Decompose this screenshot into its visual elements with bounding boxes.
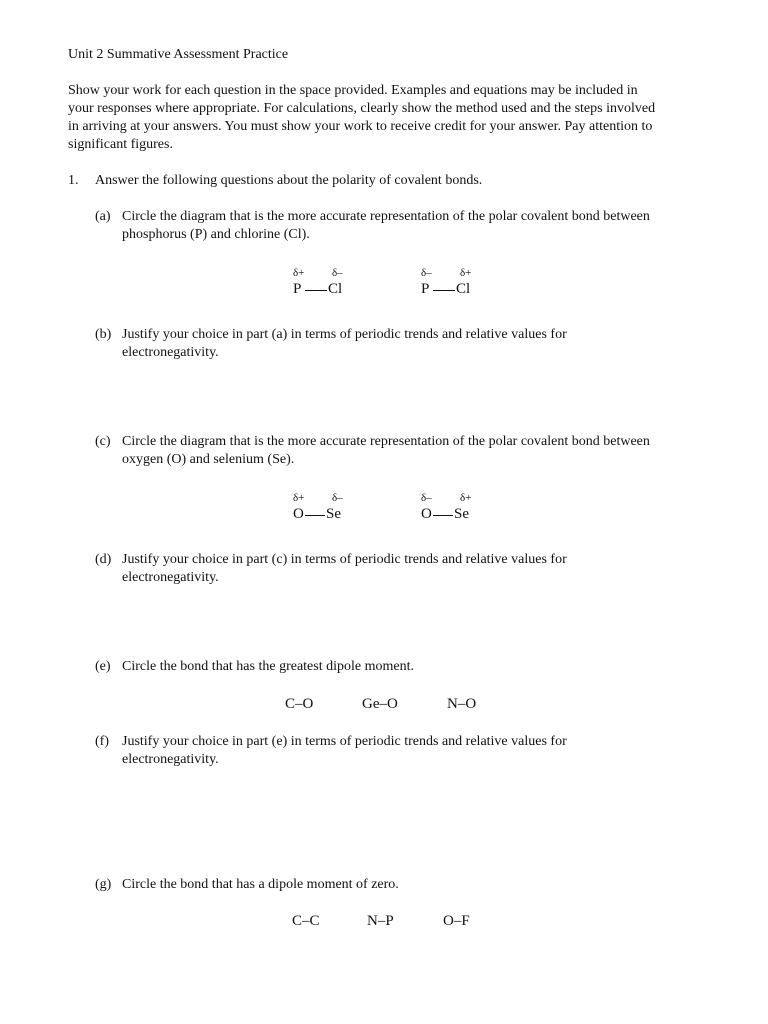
part-text-line: Circle the diagram that is the more accurate representation of the polar covalent bond between: [122, 209, 650, 224]
instructions: [68, 82, 708, 154]
atom-symbol: O: [293, 506, 304, 522]
bond-choice-o-f[interactable]: O–F: [443, 913, 470, 929]
part-label: (c): [95, 434, 111, 449]
bond-diagram-p-cl-option-2[interactable]: [421, 267, 491, 301]
bond-diagram-p-cl-option-1[interactable]: [293, 267, 363, 301]
bond-line: [433, 515, 453, 516]
atom-symbol: Cl: [456, 281, 471, 297]
bond-choice-c-c[interactable]: C–C: [292, 913, 320, 929]
part-text-line: Justify your choice in part (e) in terms of periodic trends and relative values for: [122, 734, 567, 749]
part-label: (b): [95, 327, 112, 342]
part-text-line: electronegativity.: [122, 752, 219, 767]
bond-line: [305, 515, 325, 516]
question-text: Answer the following questions about the polarity of covalent bonds.: [95, 173, 483, 188]
bond-choice-ge-o[interactable]: Ge–O: [362, 696, 398, 712]
part-text-line: oxygen (O) and selenium (Se).: [122, 452, 295, 467]
part-text-line: Circle the diagram that is the more accurate representation of the polar covalent bond between: [122, 434, 650, 449]
partial-charge: δ–: [332, 492, 343, 504]
bond-choice-n-o[interactable]: N–O: [447, 696, 477, 712]
part-label: (a): [95, 209, 111, 224]
part-text-line: Justify your choice in part (a) in terms of periodic trends and relative values for: [122, 327, 567, 342]
partial-charge: δ+: [460, 267, 472, 279]
part-text-line: Circle the bond that has the greatest dipole moment.: [122, 659, 414, 674]
part-label: (e): [95, 659, 111, 674]
partial-charge: δ+: [293, 492, 305, 504]
partial-charge: δ+: [460, 492, 472, 504]
part-text-line: electronegativity.: [122, 570, 219, 585]
part-text-line: electronegativity.: [122, 345, 219, 360]
atom-symbol: Se: [326, 506, 341, 522]
bond-diagram-o-se-option-2[interactable]: [421, 492, 491, 526]
partial-charge: δ–: [421, 492, 432, 504]
atom-symbol: P: [421, 281, 430, 297]
bond-diagram-o-se-option-1[interactable]: [293, 492, 363, 526]
part-text-line: Justify your choice in part (c) in terms of periodic trends and relative values for: [122, 552, 567, 567]
instructions-line: your responses where appropriate. For calculations, clearly show the method used and the steps involved: [68, 101, 656, 116]
part-label: (f): [95, 734, 109, 749]
question-number: 1.: [68, 173, 79, 188]
part-label: (d): [95, 552, 112, 567]
bond-line: [433, 290, 455, 291]
instructions-line: significant figures.: [68, 137, 173, 152]
atom-symbol: P: [293, 281, 302, 297]
atom-symbol: O: [421, 506, 432, 522]
atom-symbol: Se: [454, 506, 469, 522]
page-title: Unit 2 Summative Assessment Practice: [68, 47, 289, 62]
part-label: (g): [95, 877, 112, 892]
bond-choice-c-o[interactable]: C–O: [285, 696, 314, 712]
instructions-line: Show your work for each question in the space provided. Examples and equations may be included in: [68, 83, 638, 98]
part-text-line: Circle the bond that has a dipole moment of zero.: [122, 877, 399, 892]
bond-line: [305, 290, 327, 291]
partial-charge: δ+: [293, 267, 305, 279]
instructions-line: in arriving at your answers. You must show your work to receive credit for your answer. Pay attention to: [68, 119, 653, 134]
partial-charge: δ–: [332, 267, 343, 279]
atom-symbol: Cl: [328, 281, 343, 297]
part-text-line: phosphorus (P) and chlorine (Cl).: [122, 227, 310, 242]
partial-charge: δ–: [421, 267, 432, 279]
bond-choice-n-p[interactable]: N–P: [367, 913, 394, 929]
